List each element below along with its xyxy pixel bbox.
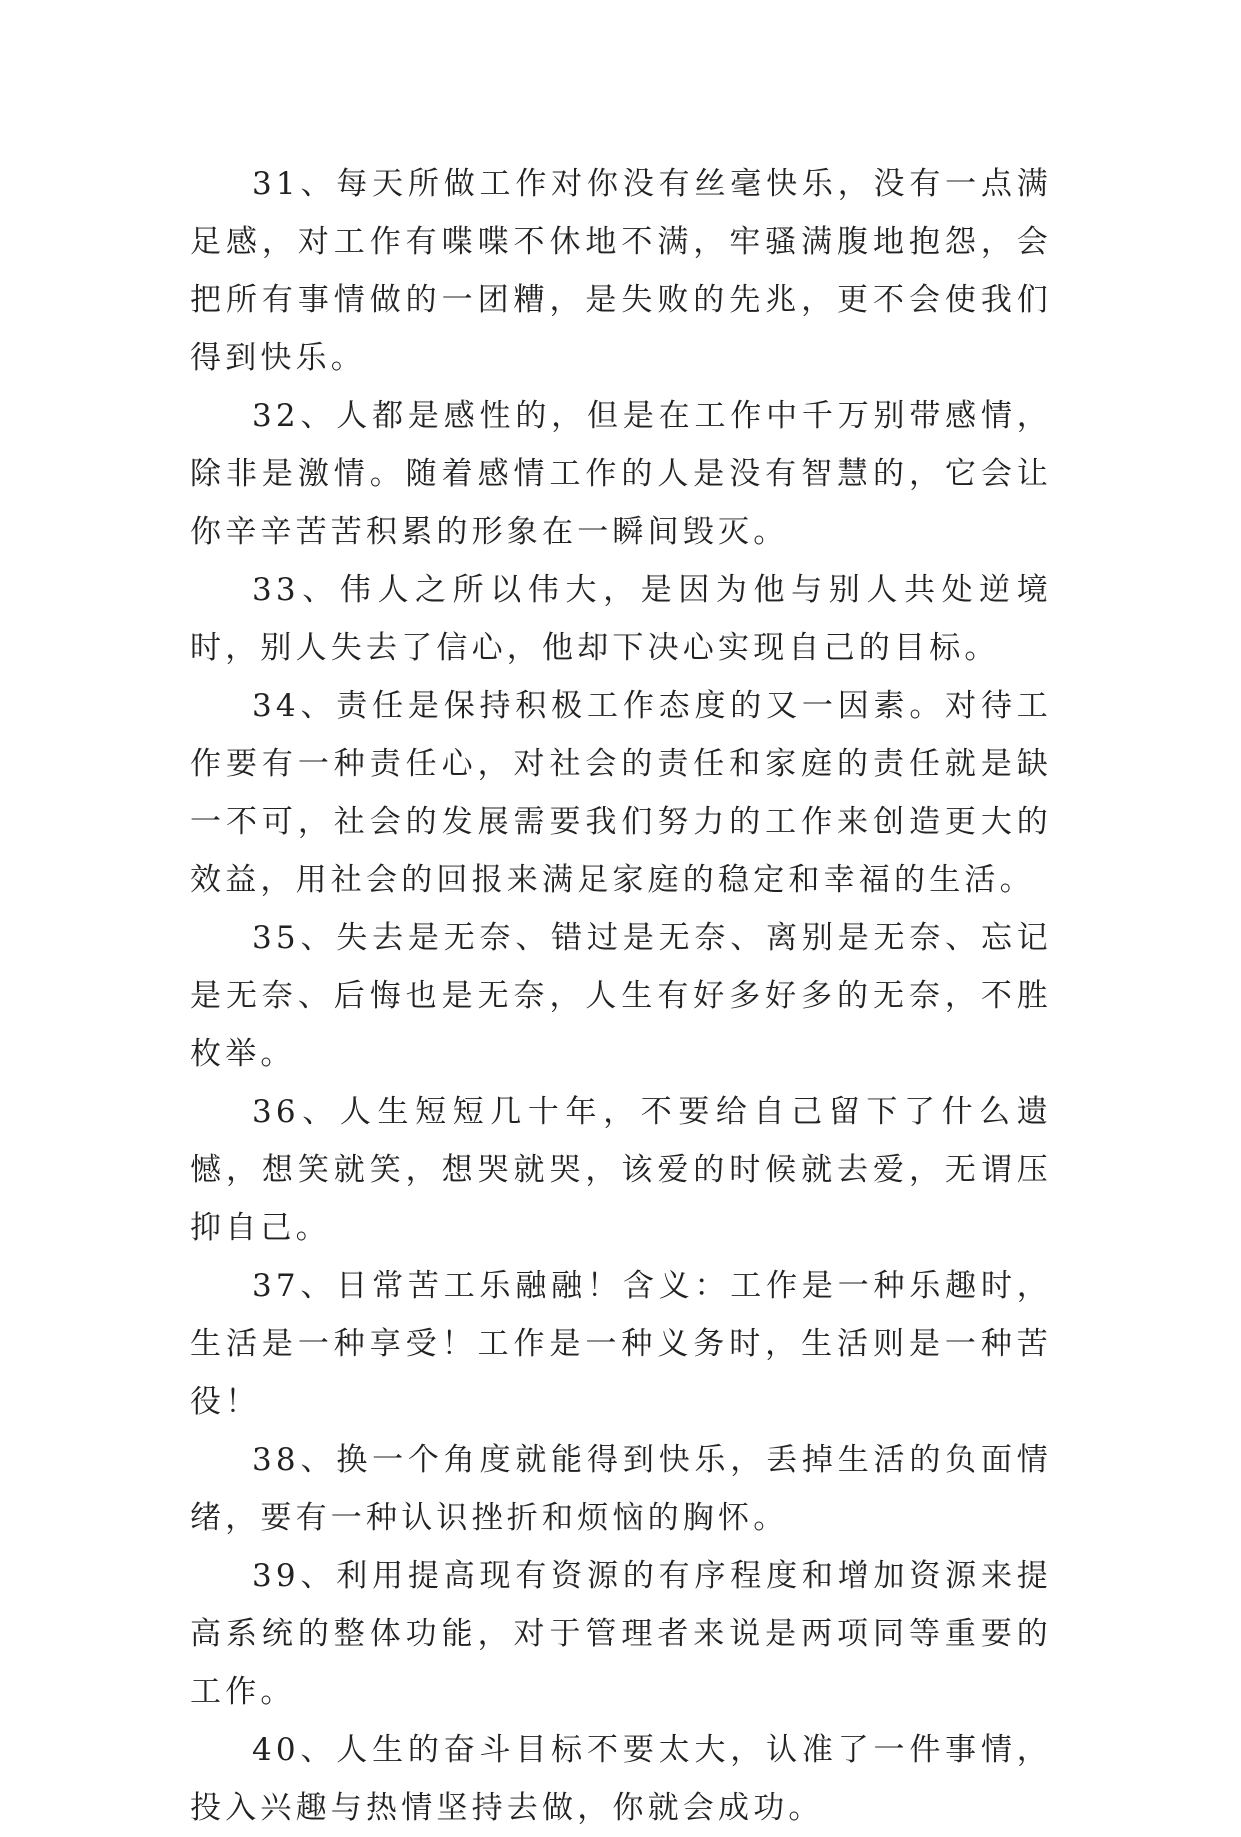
paragraph-38: 38、换一个角度就能得到快乐，丢掉生活的负面情绪，要有一种认识挫折和烦恼的胸怀。 — [190, 1442, 1052, 1536]
paragraph-31: 31、每天所做工作对你没有丝毫快乐，没有一点满足感，对工作有喋喋不休地不满，牢骚满腹地抱怨，会把所有事情做的一团糟，是失败的先兆，更不会使我们得到快乐。 — [190, 166, 1052, 376]
paragraph-40: 40、人生的奋斗目标不要太大，认准了一件事情，投入兴趣与热情坚持去做，你就会成功。 — [190, 1732, 1052, 1826]
paragraph-34: 34、责任是保持积极工作态度的又一因素。对待工作要有一种责任心，对社会的责任和家庭的责任就是缺一不可，社会的发展需要我们努力的工作来创造更大的效益，用社会的回报来满足家庭的稳定和幸福的生活。 — [190, 688, 1052, 898]
document-body — [190, 155, 1052, 1837]
paragraph-32: 32、人都是感性的，但是在工作中千万别带感情，除非是激情。随着感情工作的人是没有智慧的，它会让你辛辛苦苦积累的形象在一瞬间毁灭。 — [190, 398, 1052, 550]
paragraph-37: 37、日常苦工乐融融！含义：工作是一种乐趣时，生活是一种享受！工作是一种义务时，生活则是一种苦役！ — [190, 1268, 1052, 1420]
paragraph-33: 33、伟人之所以伟大，是因为他与别人共处逆境时，别人失去了信心，他却下决心实现自己的目标。 — [190, 572, 1052, 666]
paragraph-35: 35、失去是无奈、错过是无奈、离别是无奈、忘记是无奈、后悔也是无奈，人生有好多好多的无奈，不胜枚举。 — [190, 920, 1052, 1072]
paragraph-39: 39、利用提高现有资源的有序程度和增加资源来提高系统的整体功能，对于管理者来说是两项同等重要的工作。 — [190, 1558, 1052, 1710]
paragraph-36: 36、人生短短几十年，不要给自己留下了什么遗憾，想笑就笑，想哭就哭，该爱的时候就去爱，无谓压抑自己。 — [190, 1094, 1052, 1246]
